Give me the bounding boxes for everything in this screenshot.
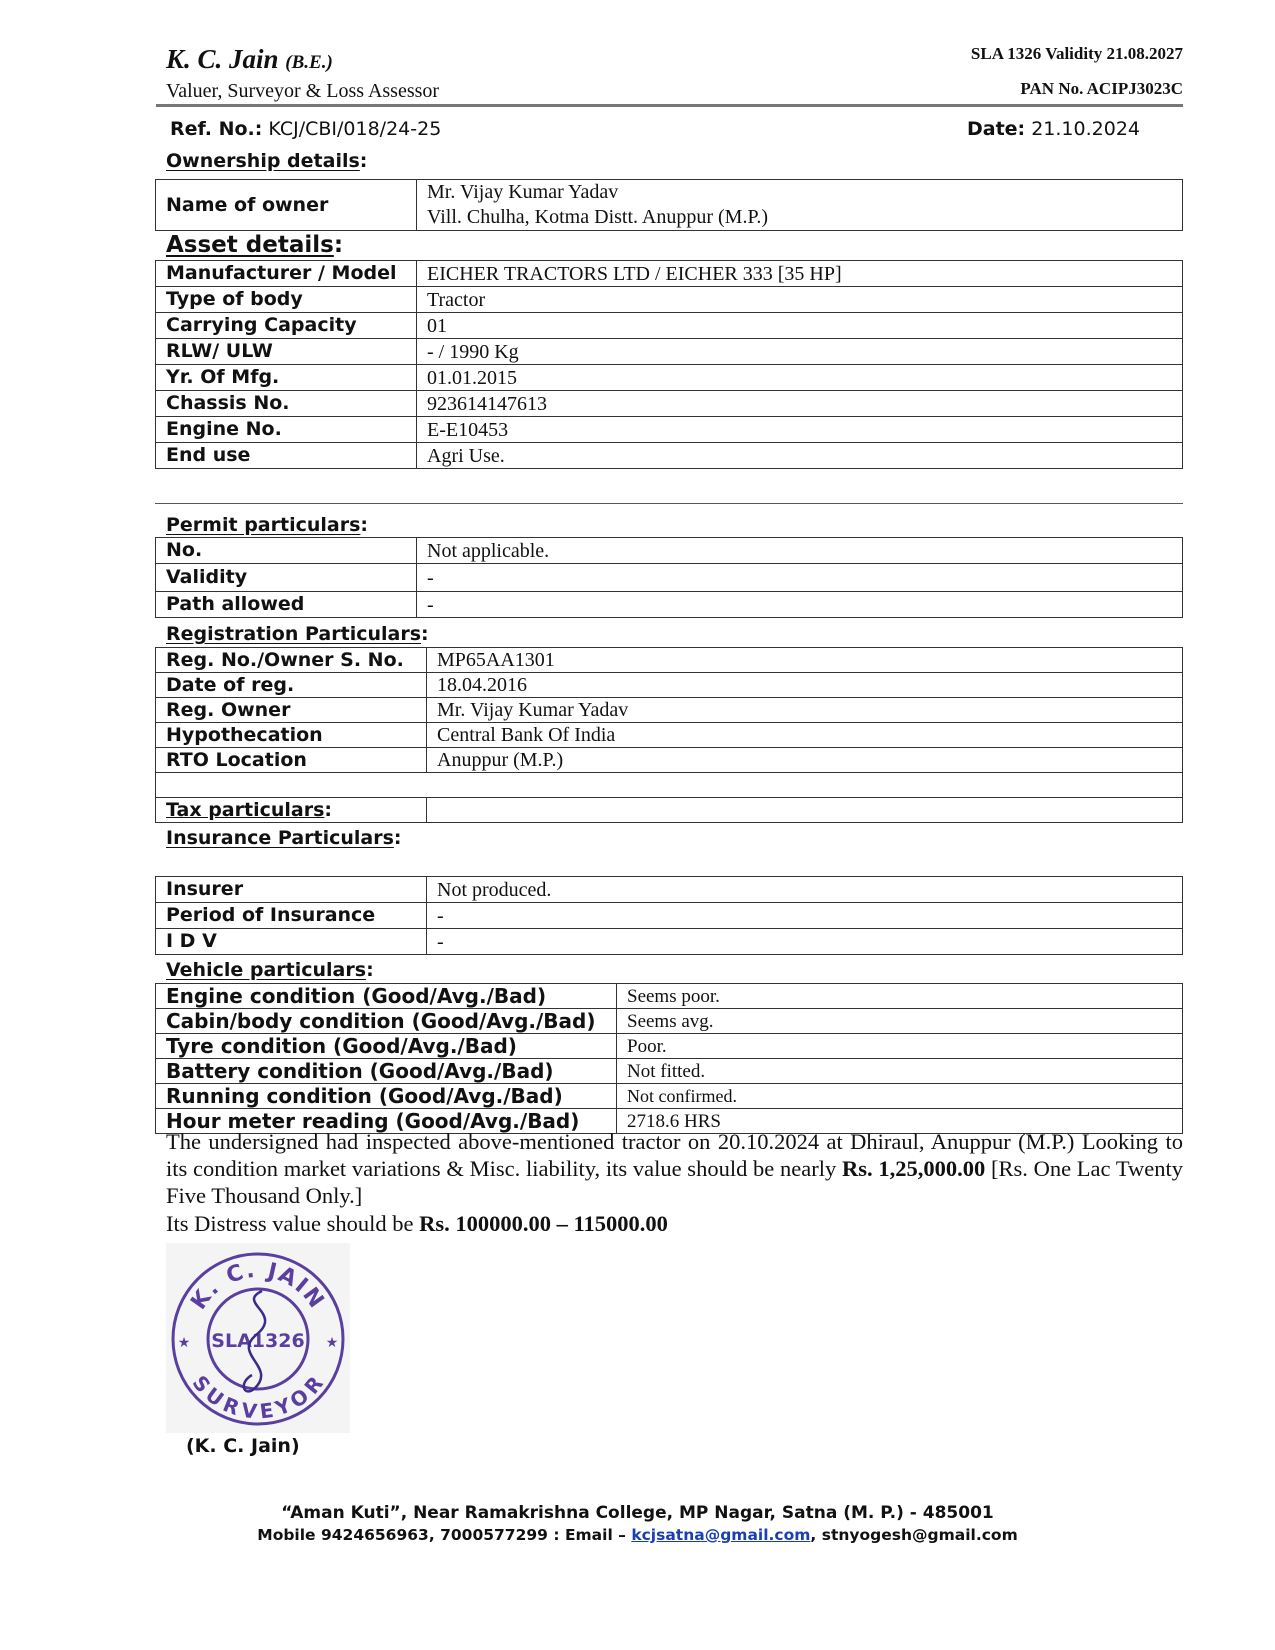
table-row bbox=[156, 287, 1183, 313]
pan-number: PAN No. ACIPJ3023C bbox=[1020, 79, 1183, 98]
table-row bbox=[156, 180, 1183, 231]
letterhead-name bbox=[166, 44, 333, 75]
seal-star-left-icon: ★ bbox=[177, 1336, 191, 1351]
table-row bbox=[156, 538, 1183, 564]
owner-line-2: Vill. Chulha, Kotma Distt. Anuppur (M.P.) bbox=[427, 206, 769, 228]
report-date bbox=[967, 118, 1140, 140]
svg-text:SURVEYOR bbox=[188, 1371, 329, 1424]
permit-heading-text: Permit particulars bbox=[166, 514, 361, 536]
table-row bbox=[156, 1009, 1183, 1034]
permit-key: No. bbox=[156, 538, 417, 564]
signatory-name: (K. C. Jain) bbox=[186, 1435, 300, 1457]
permit-heading-colon: : bbox=[360, 514, 368, 536]
letterhead-divider bbox=[156, 104, 1183, 107]
ownership-heading-text: Ownership details bbox=[166, 150, 360, 172]
seal-bottom-text: SURVEYOR bbox=[187, 1370, 329, 1424]
insurance-table bbox=[155, 876, 1183, 955]
asset-heading-colon: : bbox=[333, 232, 344, 258]
table-row bbox=[156, 1084, 1183, 1109]
registration-value: MP65AA1301 bbox=[427, 648, 1183, 673]
registration-value: 18.04.2016 bbox=[427, 673, 1183, 698]
owner-line-1: Mr. Vijay Kumar Yadav bbox=[427, 181, 619, 203]
registration-value: Mr. Vijay Kumar Yadav bbox=[427, 698, 1183, 723]
registration-key: Reg. Owner bbox=[156, 698, 427, 723]
table-row bbox=[156, 313, 1183, 339]
section-divider bbox=[155, 503, 1183, 504]
table-row bbox=[156, 564, 1183, 592]
vehicle-heading-text: Vehicle particulars bbox=[166, 959, 367, 981]
ownership-heading bbox=[166, 150, 367, 172]
registration-heading-colon: : bbox=[421, 623, 429, 645]
permit-key: Path allowed bbox=[156, 592, 417, 618]
asset-key: Engine No. bbox=[156, 417, 417, 443]
insurance-key: Period of Insurance bbox=[156, 903, 427, 929]
insurance-heading-text: Insurance Particulars bbox=[166, 827, 394, 849]
table-row bbox=[156, 903, 1183, 929]
registration-key: Reg. No./Owner S. No. bbox=[156, 648, 427, 673]
letterhead-degree: (B.E.) bbox=[285, 52, 333, 73]
permit-value: - bbox=[417, 564, 1183, 592]
asset-value: - / 1990 Kg bbox=[417, 339, 1183, 365]
footer-address: “Aman Kuti”, Near Ramakrishna College, MP Nagar, Satna (M. P.) - 485001 bbox=[281, 1503, 994, 1523]
asset-key: Yr. Of Mfg. bbox=[156, 365, 417, 391]
asset-value: Agri Use. bbox=[417, 443, 1183, 469]
seal-top-text: K. C. JAIN bbox=[186, 1257, 330, 1315]
asset-table bbox=[155, 260, 1183, 469]
asset-heading-text: Asset details bbox=[166, 232, 334, 258]
tax-heading-colon: : bbox=[324, 798, 333, 821]
letterhead-name-text: K. C. Jain bbox=[166, 44, 279, 74]
owner-name-label: Name of owner bbox=[156, 180, 417, 231]
table-row bbox=[156, 1059, 1183, 1084]
registration-table bbox=[155, 647, 1183, 823]
distress-amount: Rs. 100000.00 – 115000.00 bbox=[419, 1211, 668, 1236]
date-label: Date: bbox=[966, 118, 1026, 140]
registration-key: Date of reg. bbox=[156, 673, 427, 698]
seal-center-text: SLA1326 bbox=[211, 1330, 305, 1352]
asset-value: EICHER TRACTORS LTD / EICHER 333 [35 HP] bbox=[417, 261, 1183, 287]
table-row bbox=[156, 1034, 1183, 1059]
letterhead-subtitle: Valuer, Surveyor & Loss Assessor bbox=[166, 80, 440, 102]
table-row bbox=[156, 698, 1183, 723]
valuation-amount-words: [Rs. One Lac Twenty Five Thousand Only.] bbox=[166, 1156, 1184, 1208]
vehicle-key: Cabin/body condition (Good/Avg./Bad) bbox=[156, 1009, 617, 1034]
ref-label: Ref. No.: bbox=[170, 118, 263, 140]
table-row bbox=[156, 723, 1183, 748]
insurance-heading bbox=[166, 827, 402, 849]
permit-value: - bbox=[417, 592, 1183, 618]
tax-particulars-value bbox=[427, 798, 1183, 823]
permit-value: Not applicable. bbox=[417, 538, 1183, 564]
table-row bbox=[156, 929, 1183, 955]
asset-value: E-E10453 bbox=[417, 417, 1183, 443]
table-row bbox=[156, 443, 1183, 469]
distress-text: Its Distress value should be bbox=[166, 1211, 420, 1236]
registration-value: Central Bank Of India bbox=[427, 723, 1183, 748]
reference-number bbox=[170, 118, 441, 140]
distress-value-line bbox=[166, 1211, 668, 1237]
valuation-text: The undersigned had inspected above-mentioned tractor on 20.10.2024 at Dhiraul, Anuppur (M.P.) Looking to its condition market variations & Misc. liability, its value should be nearly bbox=[166, 1129, 1183, 1181]
footer-contact-prefix: Mobile 9424656963, 7000577299 : Email – bbox=[257, 1526, 632, 1544]
table-row bbox=[156, 391, 1183, 417]
valuation-amount: Rs. 1,25,000.00 bbox=[841, 1156, 986, 1181]
vehicle-value: 2718.6 HRS bbox=[617, 1109, 1183, 1134]
vehicle-heading bbox=[166, 959, 374, 981]
table-row bbox=[156, 984, 1183, 1009]
table-row bbox=[156, 365, 1183, 391]
owner-value bbox=[417, 180, 1183, 231]
valuation-paragraph bbox=[166, 1128, 1183, 1209]
asset-key: Carrying Capacity bbox=[156, 313, 417, 339]
table-row bbox=[156, 648, 1183, 673]
asset-value: 01 bbox=[417, 313, 1183, 339]
asset-key: Type of body bbox=[156, 287, 417, 313]
tax-particulars-label bbox=[156, 798, 427, 823]
table-row bbox=[156, 877, 1183, 903]
surveyor-seal bbox=[166, 1243, 350, 1433]
table-row bbox=[156, 592, 1183, 618]
secondary-email: stnyogesh@gmail.com bbox=[821, 1526, 1018, 1544]
asset-value: 923614147613 bbox=[417, 391, 1183, 417]
registration-key: RTO Location bbox=[156, 748, 427, 773]
footer-sep: , bbox=[810, 1526, 822, 1544]
asset-key: Manufacturer / Model bbox=[156, 261, 417, 287]
insurance-value: - bbox=[427, 903, 1183, 929]
footer-contact bbox=[0, 1526, 1275, 1544]
registration-blank-row bbox=[156, 773, 1183, 798]
vehicle-key: Battery condition (Good/Avg./Bad) bbox=[156, 1059, 617, 1084]
vehicle-key: Engine condition (Good/Avg./Bad) bbox=[156, 984, 617, 1009]
table-row bbox=[156, 748, 1183, 773]
tax-heading-text: Tax particulars bbox=[166, 798, 325, 821]
table-row bbox=[156, 417, 1183, 443]
vehicle-value: Not fitted. bbox=[617, 1059, 1183, 1084]
asset-key: RLW/ ULW bbox=[156, 339, 417, 365]
permit-heading bbox=[166, 514, 368, 536]
asset-heading bbox=[166, 232, 343, 258]
insurance-value: Not produced. bbox=[427, 877, 1183, 903]
vehicle-value: Seems avg. bbox=[617, 1009, 1183, 1034]
table-row bbox=[156, 773, 1183, 798]
table-row bbox=[156, 673, 1183, 698]
table-row bbox=[156, 261, 1183, 287]
sla-validity: SLA 1326 Validity 21.08.2027 bbox=[970, 44, 1183, 63]
vehicle-value: Not confirmed. bbox=[617, 1084, 1183, 1109]
ownership-table bbox=[155, 179, 1183, 231]
insurance-value: - bbox=[427, 929, 1183, 955]
seal-stamp-icon bbox=[166, 1243, 350, 1433]
seal-star-right-icon: ★ bbox=[325, 1336, 339, 1351]
table-row bbox=[156, 339, 1183, 365]
vehicle-key: Running condition (Good/Avg./Bad) bbox=[156, 1084, 617, 1109]
date-value: 21.10.2024 bbox=[1031, 118, 1140, 140]
insurance-key: Insurer bbox=[156, 877, 427, 903]
vehicle-key: Hour meter reading (Good/Avg./Bad) bbox=[156, 1109, 617, 1134]
registration-heading-text: Registration Particulars bbox=[166, 623, 422, 645]
permit-key: Validity bbox=[156, 564, 417, 592]
registration-heading bbox=[166, 623, 429, 645]
registration-value: Anuppur (M.P.) bbox=[427, 748, 1183, 773]
asset-key: End use bbox=[156, 443, 417, 469]
vehicle-heading-colon: : bbox=[366, 959, 374, 981]
ownership-heading-colon: : bbox=[359, 150, 368, 172]
asset-value: Tractor bbox=[417, 287, 1183, 313]
table-row bbox=[156, 798, 1183, 823]
asset-value: 01.01.2015 bbox=[417, 365, 1183, 391]
insurance-key: I D V bbox=[156, 929, 427, 955]
permit-table bbox=[155, 537, 1183, 618]
vehicle-value: Seems poor. bbox=[617, 984, 1183, 1009]
insurance-heading-colon: : bbox=[393, 827, 402, 849]
ref-value: KCJ/CBI/018/24-25 bbox=[268, 118, 442, 140]
registration-key: Hypothecation bbox=[156, 723, 427, 748]
asset-key: Chassis No. bbox=[156, 391, 417, 417]
email-link[interactable]: kcjsatna@gmail.com bbox=[631, 1526, 811, 1544]
vehicle-table bbox=[155, 983, 1183, 1134]
vehicle-value: Poor. bbox=[617, 1034, 1183, 1059]
vehicle-key: Tyre condition (Good/Avg./Bad) bbox=[156, 1034, 617, 1059]
